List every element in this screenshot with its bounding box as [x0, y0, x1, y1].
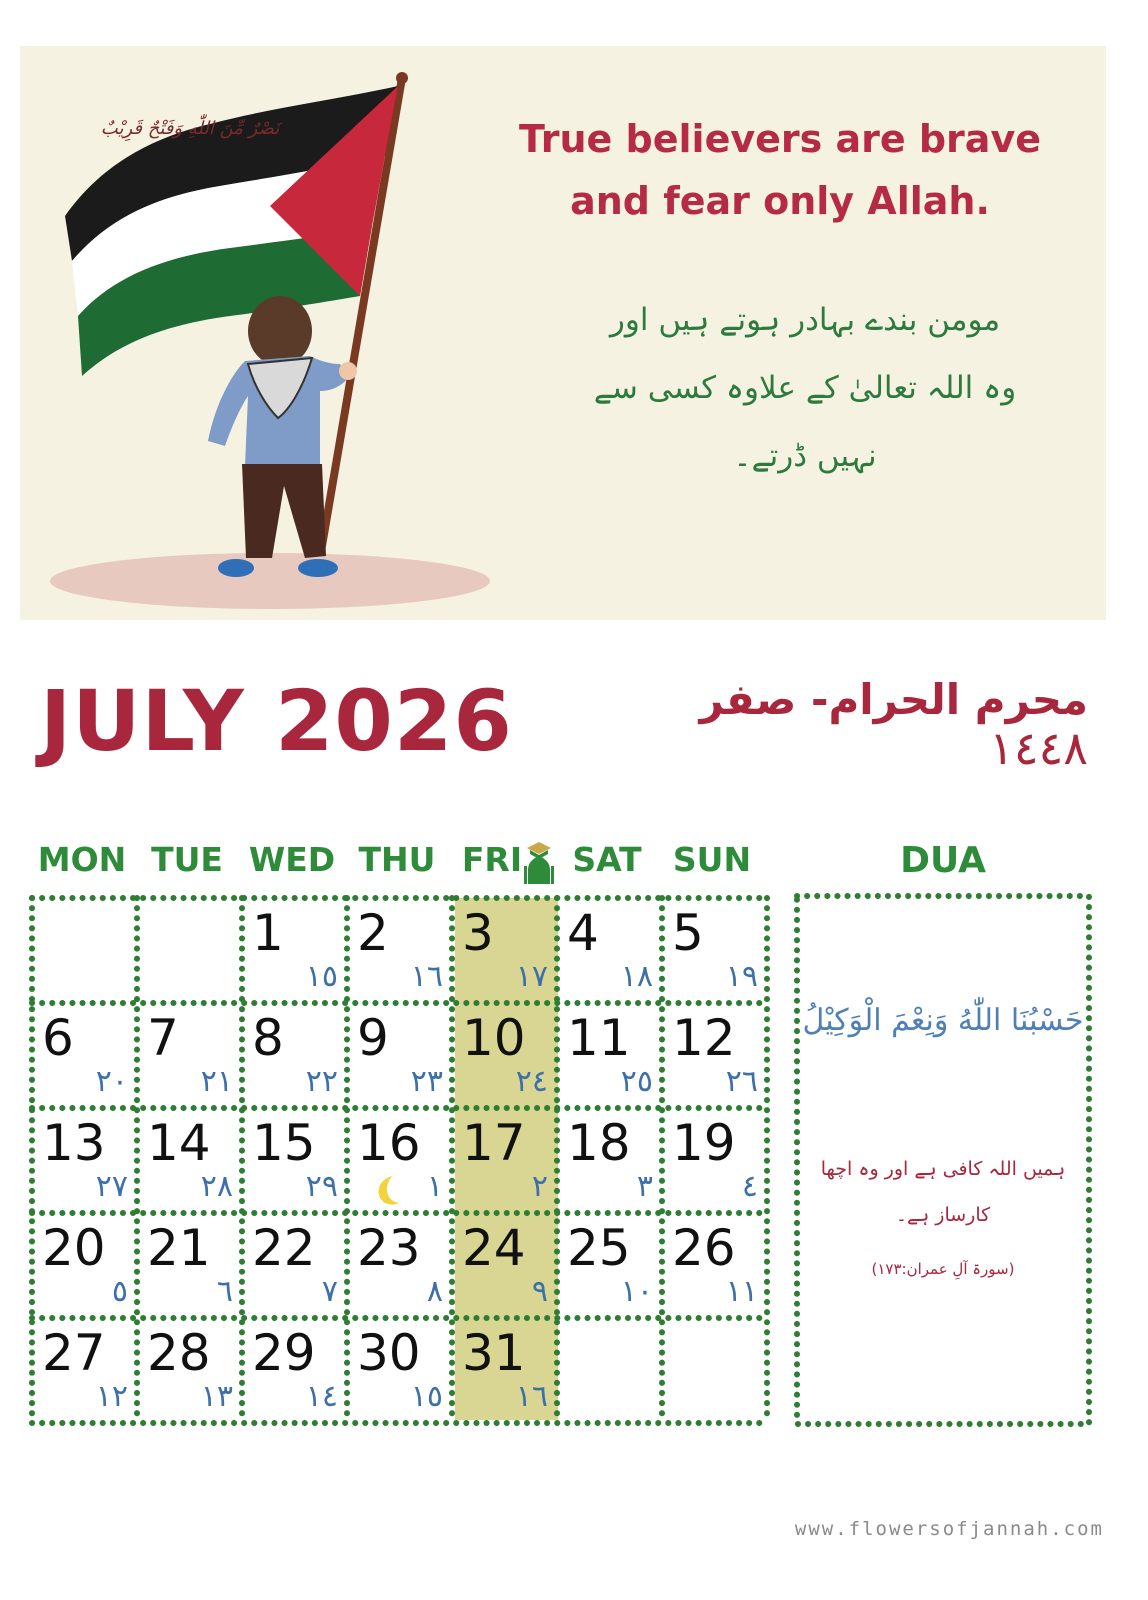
dua-title: DUA: [900, 840, 986, 881]
calendar-hijri-day: ٢٩: [305, 1169, 338, 1204]
hijri-month-names: محرم الحرام- صفر: [699, 675, 1088, 724]
calendar-day-number: 19: [672, 1114, 736, 1172]
calendar-hijri-day: ٢٦: [725, 1064, 758, 1099]
calendar-hijri-day: ٥: [111, 1274, 128, 1309]
calendar-hijri-day: ١٩: [725, 959, 758, 994]
calendar-day-number: 6: [42, 1009, 74, 1067]
calendar-day-number: 8: [252, 1009, 284, 1067]
calendar-hijri-day: ٢٢: [305, 1064, 338, 1099]
calendar-hijri-day: ١٦: [410, 959, 443, 994]
calendar-day-number: 12: [672, 1009, 736, 1067]
dua-urdu: ہمیں اللہ کافی ہے اور وہ اچھا کارساز ہے۔: [820, 1158, 1066, 1226]
calendar-hijri-day: ١٦: [515, 1379, 548, 1414]
calendar-day-number: 14: [147, 1114, 211, 1172]
calendar-hijri-day: ١: [426, 1169, 443, 1204]
calendar-hijri-day: ١١: [725, 1274, 758, 1309]
calendar-hijri-day: ١٥: [410, 1379, 443, 1414]
calendar-hijri-day: ١٣: [200, 1379, 233, 1414]
quote-urdu-line: مومن بندے بہادر ہوتے ہیں اور: [609, 302, 1001, 338]
weekday-tue: TUE: [151, 840, 223, 879]
month-title: JULY 2026: [40, 672, 513, 770]
calendar-hijri-day: ٢٥: [620, 1064, 653, 1099]
footer-url: www.flowersofjannah.com: [794, 1518, 1104, 1540]
calendar-day-number: 25: [567, 1219, 631, 1277]
calendar-day-number: 15: [252, 1114, 316, 1172]
calendar-hijri-day: ٢١: [200, 1064, 233, 1099]
calendar-day-number: 10: [462, 1009, 526, 1067]
calendar-hijri-day: ١٨: [620, 959, 653, 994]
calendar-hijri-day: ١٥: [305, 959, 338, 994]
calendar-day-number: 16: [357, 1114, 421, 1172]
calendar-day-number: 31: [462, 1324, 526, 1382]
calendar-day-number: 2: [357, 904, 389, 962]
calendar-day-number: 3: [462, 904, 494, 962]
calendar-day-number: 4: [567, 904, 599, 962]
crescent-moon-icon: [369, 1170, 409, 1210]
quote-english: True believers are brave and fear only Allah.: [519, 117, 1041, 223]
quote-urdu-line: نہیں ڈرتے۔: [733, 438, 877, 474]
calendar-day-number: 24: [462, 1219, 526, 1277]
dua-box: [796, 896, 1090, 1426]
weekday-sat: SAT: [572, 840, 642, 879]
calendar-day-number: 29: [252, 1324, 316, 1382]
calendar-hijri-day: ٤: [741, 1169, 758, 1204]
weekday-sun: SUN: [672, 840, 752, 879]
calendar-day-number: 20: [42, 1219, 106, 1277]
calendar-day-number: 13: [42, 1114, 106, 1172]
quote-urdu-line: وہ اللہ تعالیٰ کے علاوہ کسی سے: [593, 370, 1017, 406]
weekday-wed: WED: [248, 840, 336, 879]
calendar-hijri-day: ١٧: [515, 959, 548, 994]
calendar-hijri-day: ١٢: [95, 1379, 128, 1414]
calendar-day-number: 7: [147, 1009, 179, 1067]
calendar-day-number: 28: [147, 1324, 211, 1382]
calendar-day-number: 23: [357, 1219, 421, 1277]
calendar-day-number: 11: [567, 1009, 631, 1067]
calendar-hijri-day: ٢٣: [410, 1064, 443, 1099]
weekday-thu: THU: [358, 840, 436, 879]
calendar-hijri-day: ١٠: [620, 1274, 653, 1309]
calendar-day-number: 27: [42, 1324, 106, 1382]
calendar-day-number: 22: [252, 1219, 316, 1277]
calendar-day-number: 18: [567, 1114, 631, 1172]
calendar-day-number: 5: [672, 904, 704, 962]
calendar-day-number: 30: [357, 1324, 421, 1382]
calendar-hijri-day: ٢٤: [515, 1064, 548, 1099]
calendar-hijri-day: ٦: [216, 1274, 233, 1309]
calendar-hijri-day: ٢: [531, 1169, 548, 1204]
calendar-hijri-day: ١٤: [305, 1379, 338, 1414]
calendar-hijri-day: ٧: [321, 1274, 338, 1309]
hijri-year: ١٤٤٨: [989, 721, 1088, 775]
calendar-hijri-day: ٢٨: [200, 1169, 233, 1204]
calendar-day-number: 9: [357, 1009, 389, 1067]
dua-reference: (سورۃ آلِ عمران:۱۷۳): [871, 1260, 1015, 1278]
calendar-hijri-day: ٩: [531, 1274, 548, 1309]
calendar-day-number: 17: [462, 1114, 526, 1172]
calendar-hijri-day: ٣: [636, 1169, 653, 1204]
calendar-day-number: 1: [252, 904, 284, 962]
weekday-fri: FRI: [461, 840, 523, 879]
calendar-hijri-day: ٢٠: [95, 1064, 128, 1099]
calendar-day-number: 26: [672, 1219, 736, 1277]
dua-arabic: حَسْبُنَا اللّٰهُ وَنِعْمَ الْوَكِيْلُ: [802, 1003, 1084, 1038]
arabic-verse-small: نَصْرٌ مِّنَ اللّٰهِ وَفَتْحٌ قَرِيْبٌ: [100, 118, 280, 139]
calendar-hijri-day: ٨: [426, 1274, 443, 1309]
calendar-day-number: 21: [147, 1219, 211, 1277]
calendar-hijri-day: ٢٧: [95, 1169, 128, 1204]
weekday-mon: MON: [37, 840, 127, 879]
